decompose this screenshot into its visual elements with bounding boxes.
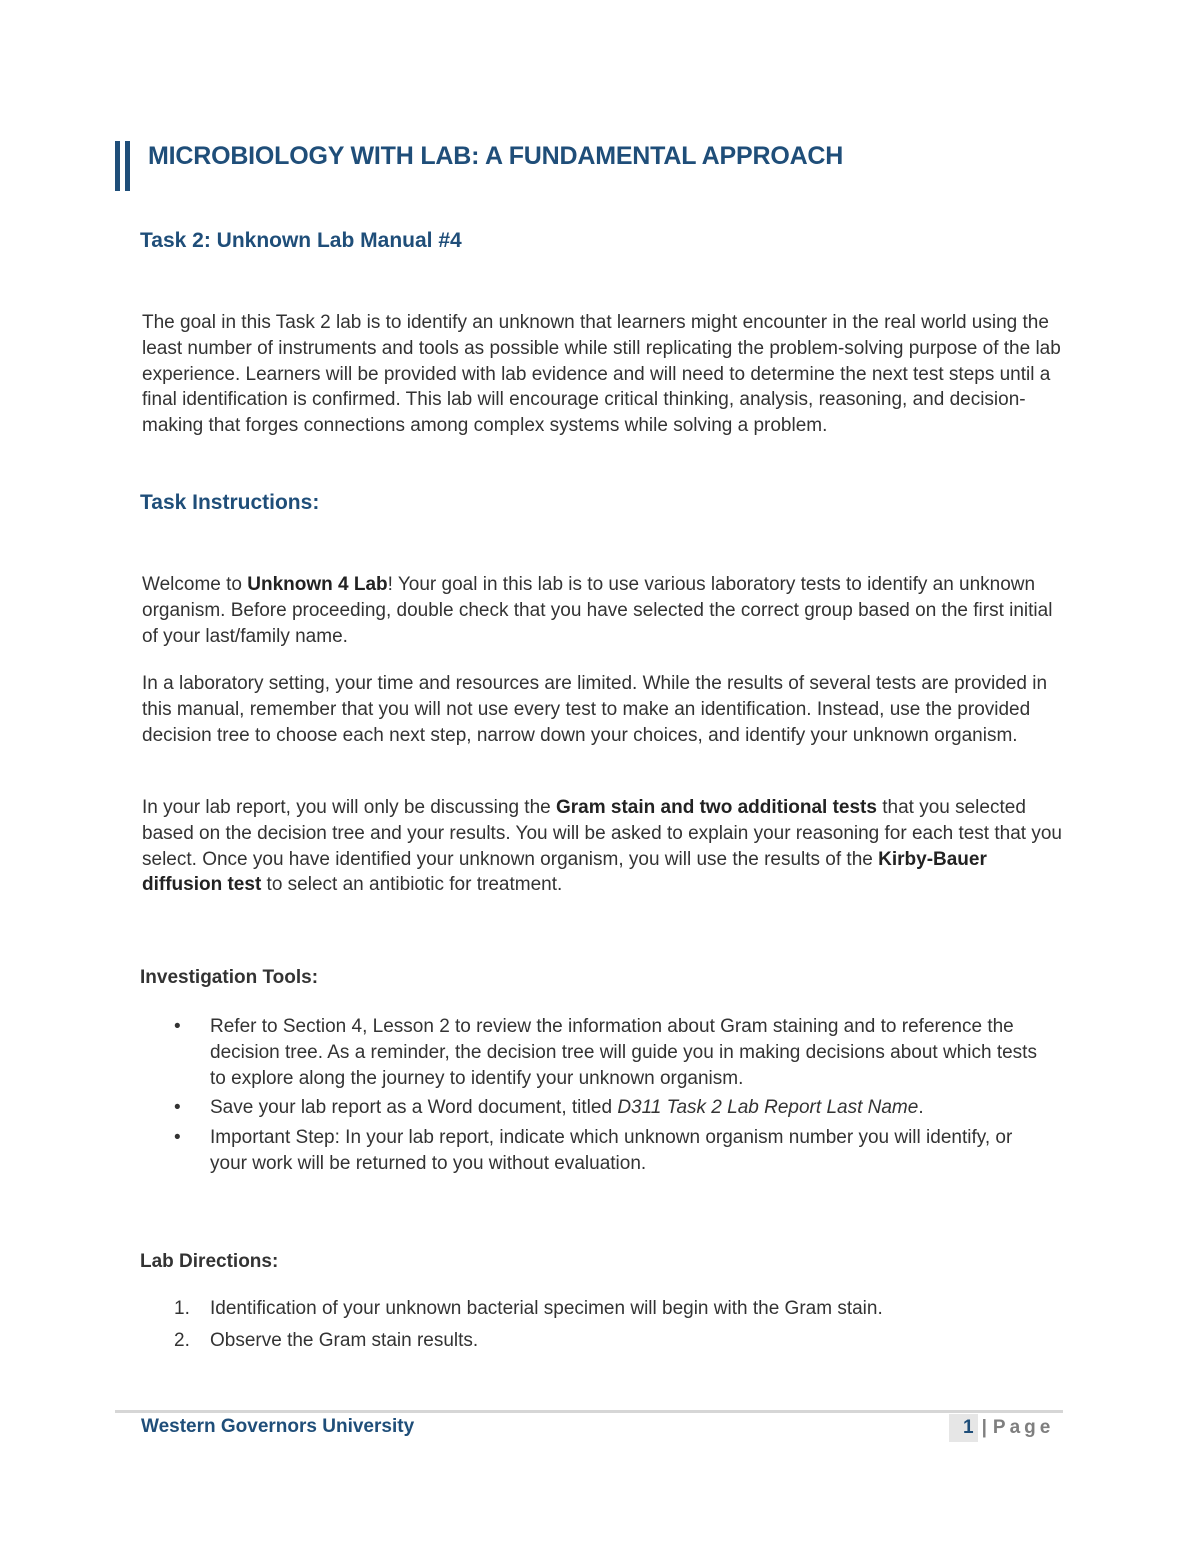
lab-directions-heading: Lab Directions: [140,1251,279,1272]
text-run: . [918,1097,924,1119]
italic-text: D311 Task 2 Lab Report Last Name [617,1097,919,1119]
list-item [140,1095,1040,1121]
list-item [140,1328,1040,1354]
step-number: 2. [174,1329,190,1351]
welcome-paragraph [142,572,1067,649]
text-run: that you selected based on the decision tree and your results. You will be asked to explain your reasoning for each test that you select. Once you have identified your unknown organism, you will use the results of the [142,797,1062,870]
bold-text: Unknown 4 Lab [247,574,388,595]
bullet-icon: • [174,1097,181,1119]
footer-divider [115,1410,1063,1413]
text-run: Welcome to [142,574,248,595]
bullet-icon: • [174,1127,181,1149]
lab-report-paragraph [142,795,1067,898]
investigation-tools-list [140,1014,1040,1181]
list-item-text: Observe the Gram stain results. [210,1329,479,1351]
list-item-text: Important Step: In your lab report, indicate which unknown organism number you will identify, or your work will be returned to you without evaluation. [210,1127,1013,1174]
accent-bar [115,141,120,191]
list-item [140,1296,1040,1322]
page-indicator [949,1414,1054,1442]
accent-bar [125,141,130,191]
document-title: MICROBIOLOGY WITH LAB: A FUNDAMENTAL APPROACH [148,142,844,170]
text-run: In your lab report, you will only be discussing the [142,797,556,818]
step-number: 1. [174,1298,190,1319]
bold-text: Gram stain and two additional tests [556,797,877,818]
investigation-tools-heading: Investigation Tools: [140,967,319,988]
list-item [140,1125,1040,1177]
task-instructions-heading: Task Instructions: [140,491,320,514]
text-run: Save your lab report as a Word document, titled [210,1097,618,1119]
footer-institution: Western Governors University [141,1416,415,1437]
header-accent-bars [115,141,132,191]
text-run: ! Your goal in this lab is to use various laboratory tests to identify an unknown organism. Before proceeding, double check that you have selected the correct group based on the first initial of your last/family name. [142,574,1053,647]
intro-paragraph: The goal in this Task 2 lab is to identify an unknown that learners might encounter in the real world using the least number of instruments and tools as possible while still replicating the problem-solving purpose of the lab experience. Learners will be provided with lab evidence and will need to determine the next test steps until a final identification is confirmed. This lab will encourage critical thinking, analysis, reasoning, and decision-making that forges connections among complex systems while solving a problem. [142,312,1061,437]
resources-paragraph: In a laboratory setting, your time and resources are limited. While the results of several tests are provided in this manual, remember that you will not use every test to make an identification. Instead, use the provided decision tree to choose each next step, narrow down your choices, and identify your unknown organism. [142,673,1048,746]
page-number: 1 [949,1414,978,1442]
bullet-icon: • [174,1016,181,1037]
bold-text: Kirby-Bauer diffusion test [142,848,987,896]
page-separator: | [981,1417,987,1438]
lab-directions-list [140,1296,1040,1360]
list-item [140,1014,1040,1091]
list-item-text: Refer to Section 4, Lesson 2 to review the information about Gram staining and to reference the decision tree. As a reminder, the decision tree will guide you in making decisions about which tests to explore along the journey to identify your unknown organism. [210,1016,1037,1089]
list-item-text: Identification of your unknown bacterial specimen will begin with the Gram stain. [210,1298,883,1319]
text-run: to select an antibiotic for treatment. [261,874,563,896]
task-heading: Task 2: Unknown Lab Manual #4 [140,229,462,252]
page-label: Page [992,1417,1055,1438]
